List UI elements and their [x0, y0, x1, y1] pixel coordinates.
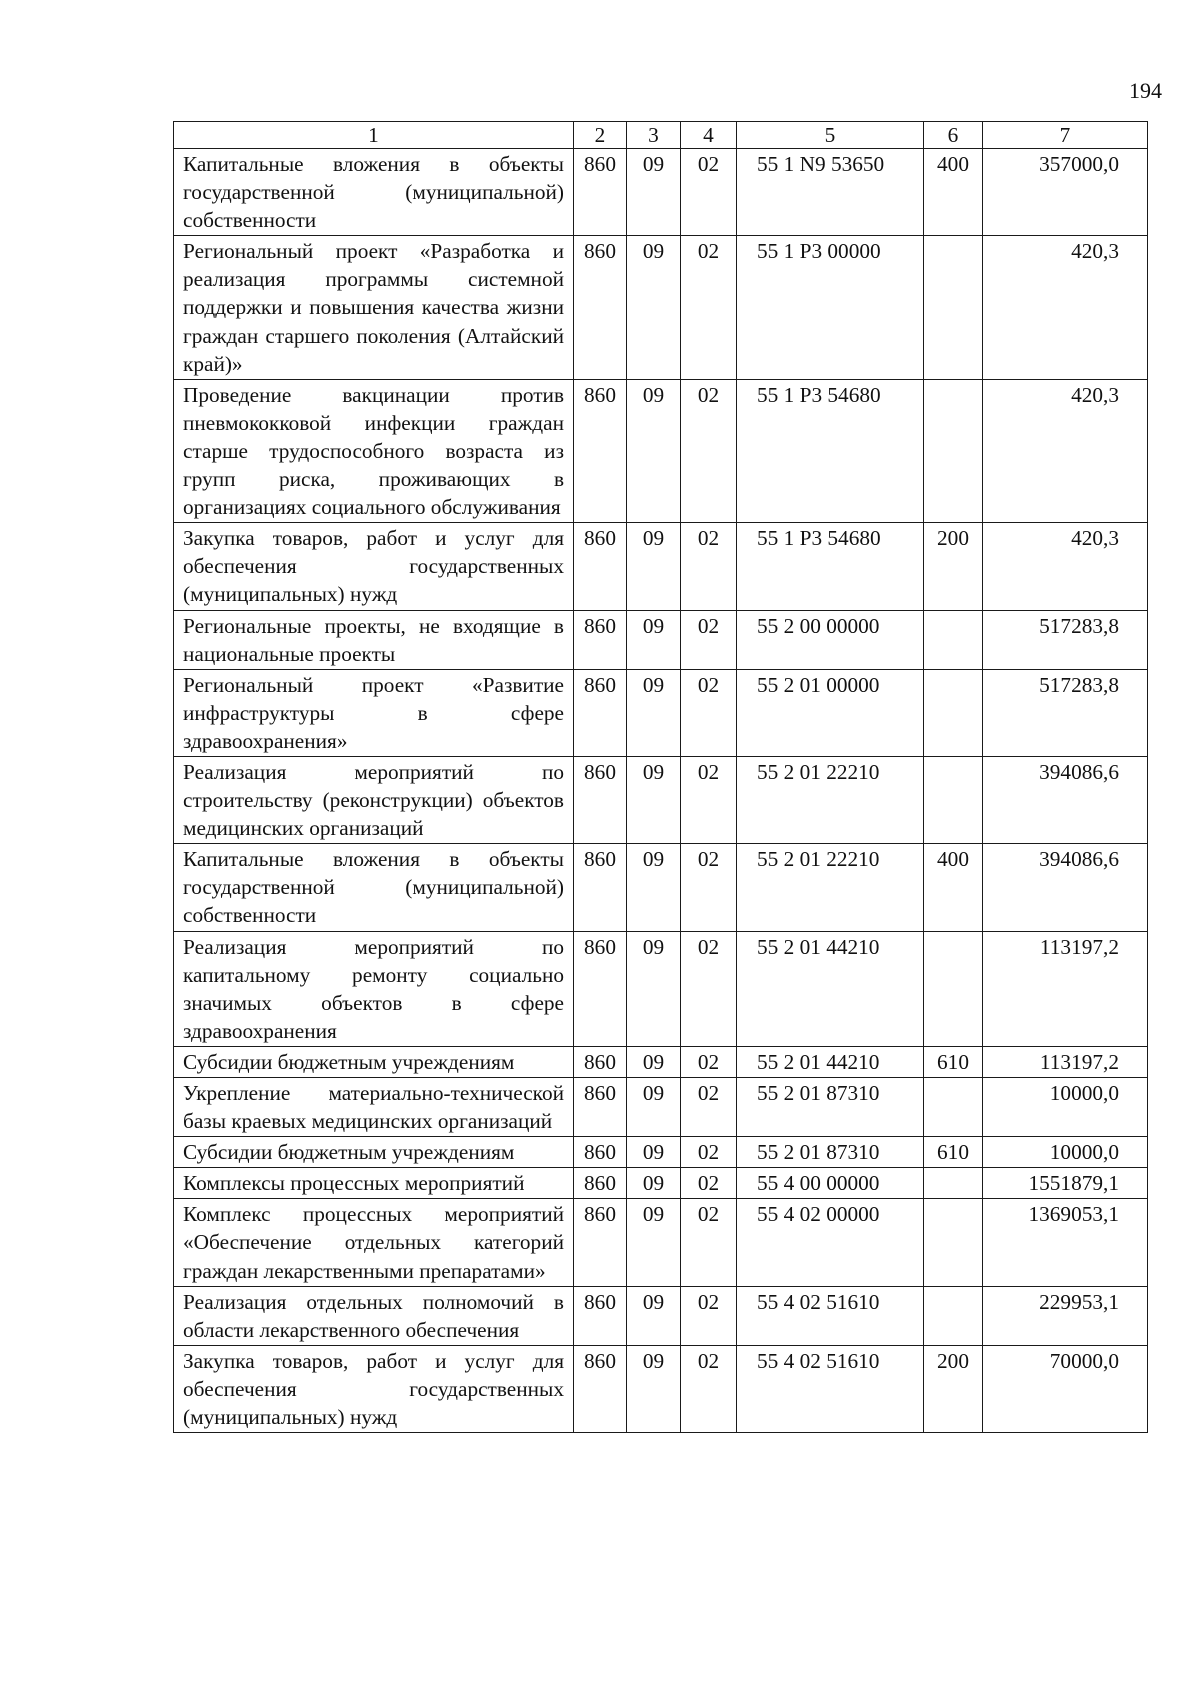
subsection-code-cell: 02: [681, 610, 737, 669]
expense-name-cell: Капитальные вложения в объекты государственной (муниципальной) собственности: [174, 149, 574, 236]
expense-type-cell: 610: [924, 1046, 983, 1077]
column-header-1: 1: [174, 122, 574, 149]
amount-cell: 420,3: [983, 379, 1148, 522]
expense-type-cell: 200: [924, 1345, 983, 1432]
column-header-6: 6: [924, 122, 983, 149]
section-code-cell: 09: [627, 1345, 681, 1432]
table-header-row: [174, 122, 1148, 149]
section-code-cell: 09: [627, 669, 681, 756]
subsection-code-cell: 02: [681, 1199, 737, 1286]
amount-cell: 70000,0: [983, 1345, 1148, 1432]
subsection-code-cell: 02: [681, 1168, 737, 1199]
table-row: [174, 1078, 1148, 1137]
table-row: [174, 931, 1148, 1046]
target-article-cell: 55 2 01 87310: [737, 1078, 924, 1137]
section-code-cell: 09: [627, 1286, 681, 1345]
amount-cell: 10000,0: [983, 1078, 1148, 1137]
section-code-cell: 09: [627, 1078, 681, 1137]
target-article-cell: 55 2 01 44210: [737, 931, 924, 1046]
target-article-cell: 55 4 02 51610: [737, 1286, 924, 1345]
target-article-cell: 55 1 P3 54680: [737, 523, 924, 610]
subsection-code-cell: 02: [681, 1286, 737, 1345]
table-row: [174, 669, 1148, 756]
subsection-code-cell: 02: [681, 1078, 737, 1137]
table-row: [174, 236, 1148, 379]
expense-name-cell: Укрепление материально-технической базы краевых медицинских организаций: [174, 1078, 574, 1137]
expense-type-cell: [924, 1168, 983, 1199]
expense-name-cell: Субсидии бюджетным учреждениям: [174, 1137, 574, 1168]
target-article-cell: 55 2 01 00000: [737, 669, 924, 756]
target-article-cell: 55 2 01 44210: [737, 1046, 924, 1077]
section-code-cell: 09: [627, 149, 681, 236]
department-code-cell: 860: [574, 1137, 627, 1168]
table-row: [174, 523, 1148, 610]
expense-name-cell: Региональный проект «Разработка и реализация программы системной поддержки и повышения качества жизни граждан старшего поколения (Алтайский край)»: [174, 236, 574, 379]
column-header-5: 5: [737, 122, 924, 149]
expense-type-cell: [924, 379, 983, 522]
amount-cell: 517283,8: [983, 669, 1148, 756]
expense-type-cell: [924, 1286, 983, 1345]
department-code-cell: 860: [574, 844, 627, 931]
section-code-cell: 09: [627, 1137, 681, 1168]
column-header-3: 3: [627, 122, 681, 149]
table-row: [174, 1046, 1148, 1077]
section-code-cell: 09: [627, 1168, 681, 1199]
table-row: [174, 1286, 1148, 1345]
section-code-cell: 09: [627, 236, 681, 379]
column-header-7: 7: [983, 122, 1148, 149]
subsection-code-cell: 02: [681, 379, 737, 522]
column-header-2: 2: [574, 122, 627, 149]
budget-table: [173, 121, 1148, 1433]
department-code-cell: 860: [574, 669, 627, 756]
target-article-cell: 55 1 P3 00000: [737, 236, 924, 379]
expense-type-cell: [924, 236, 983, 379]
department-code-cell: 860: [574, 1078, 627, 1137]
department-code-cell: 860: [574, 379, 627, 522]
expense-type-cell: 400: [924, 149, 983, 236]
amount-cell: 517283,8: [983, 610, 1148, 669]
expense-type-cell: [924, 610, 983, 669]
department-code-cell: 860: [574, 1199, 627, 1286]
expense-type-cell: 400: [924, 844, 983, 931]
expense-name-cell: Закупка товаров, работ и услуг для обеспечения государственных (муниципальных) нужд: [174, 1345, 574, 1432]
expense-name-cell: Комплекс процессных мероприятий «Обеспечение отдельных категорий граждан лекарственными препаратами»: [174, 1199, 574, 1286]
target-article-cell: 55 4 02 51610: [737, 1345, 924, 1432]
section-code-cell: 09: [627, 931, 681, 1046]
department-code-cell: 860: [574, 236, 627, 379]
subsection-code-cell: 02: [681, 523, 737, 610]
expense-type-cell: 610: [924, 1137, 983, 1168]
subsection-code-cell: 02: [681, 756, 737, 843]
expense-name-cell: Реализация мероприятий по строительству (реконструкции) объектов медицинских организаций: [174, 756, 574, 843]
table-row: [174, 149, 1148, 236]
table-row: [174, 756, 1148, 843]
department-code-cell: 860: [574, 149, 627, 236]
amount-cell: 229953,1: [983, 1286, 1148, 1345]
target-article-cell: 55 2 01 22210: [737, 844, 924, 931]
department-code-cell: 860: [574, 610, 627, 669]
expense-type-cell: [924, 669, 983, 756]
amount-cell: 420,3: [983, 523, 1148, 610]
amount-cell: 394086,6: [983, 844, 1148, 931]
subsection-code-cell: 02: [681, 1046, 737, 1077]
expense-type-cell: [924, 1199, 983, 1286]
section-code-cell: 09: [627, 1046, 681, 1077]
column-header-4: 4: [681, 122, 737, 149]
expense-name-cell: Проведение вакцинации против пневмококковой инфекции граждан старше трудоспособного возраста из групп риска, проживающих в организациях социального обслуживания: [174, 379, 574, 522]
subsection-code-cell: 02: [681, 931, 737, 1046]
expense-type-cell: [924, 1078, 983, 1137]
target-article-cell: 55 2 01 22210: [737, 756, 924, 843]
expense-name-cell: Капитальные вложения в объекты государственной (муниципальной) собственности: [174, 844, 574, 931]
department-code-cell: 860: [574, 756, 627, 843]
department-code-cell: 860: [574, 1286, 627, 1345]
subsection-code-cell: 02: [681, 669, 737, 756]
subsection-code-cell: 02: [681, 236, 737, 379]
table-row: [174, 610, 1148, 669]
expense-type-cell: [924, 756, 983, 843]
subsection-code-cell: 02: [681, 149, 737, 236]
section-code-cell: 09: [627, 756, 681, 843]
target-article-cell: 55 2 01 87310: [737, 1137, 924, 1168]
section-code-cell: 09: [627, 844, 681, 931]
table-row: [174, 1137, 1148, 1168]
section-code-cell: 09: [627, 379, 681, 522]
expense-type-cell: [924, 931, 983, 1046]
amount-cell: 113197,2: [983, 1046, 1148, 1077]
target-article-cell: 55 2 00 00000: [737, 610, 924, 669]
target-article-cell: 55 1 N9 53650: [737, 149, 924, 236]
expense-name-cell: Закупка товаров, работ и услуг для обеспечения государственных (муниципальных) нужд: [174, 523, 574, 610]
department-code-cell: 860: [574, 523, 627, 610]
department-code-cell: 860: [574, 931, 627, 1046]
amount-cell: 10000,0: [983, 1137, 1148, 1168]
target-article-cell: 55 4 02 00000: [737, 1199, 924, 1286]
amount-cell: 1369053,1: [983, 1199, 1148, 1286]
amount-cell: 420,3: [983, 236, 1148, 379]
table-row: [174, 1168, 1148, 1199]
table-body: [174, 149, 1148, 1433]
department-code-cell: 860: [574, 1345, 627, 1432]
amount-cell: 1551879,1: [983, 1168, 1148, 1199]
expense-name-cell: Региональный проект «Развитие инфраструктуры в сфере здравоохранения»: [174, 669, 574, 756]
page-number: 194: [1129, 78, 1162, 103]
expense-type-cell: 200: [924, 523, 983, 610]
target-article-cell: 55 4 00 00000: [737, 1168, 924, 1199]
expense-name-cell: Субсидии бюджетным учреждениям: [174, 1046, 574, 1077]
section-code-cell: 09: [627, 610, 681, 669]
subsection-code-cell: 02: [681, 1137, 737, 1168]
table-row: [174, 844, 1148, 931]
amount-cell: 113197,2: [983, 931, 1148, 1046]
department-code-cell: 860: [574, 1046, 627, 1077]
expense-name-cell: Реализация мероприятий по капитальному ремонту социально значимых объектов в сфере здравоохранения: [174, 931, 574, 1046]
table-row: [174, 1199, 1148, 1286]
expense-name-cell: Реализация отдельных полномочий в области лекарственного обеспечения: [174, 1286, 574, 1345]
section-code-cell: 09: [627, 1199, 681, 1286]
table-row: [174, 1345, 1148, 1432]
subsection-code-cell: 02: [681, 844, 737, 931]
table-row: [174, 379, 1148, 522]
target-article-cell: 55 1 P3 54680: [737, 379, 924, 522]
expense-name-cell: Региональные проекты, не входящие в национальные проекты: [174, 610, 574, 669]
amount-cell: 357000,0: [983, 149, 1148, 236]
department-code-cell: 860: [574, 1168, 627, 1199]
amount-cell: 394086,6: [983, 756, 1148, 843]
subsection-code-cell: 02: [681, 1345, 737, 1432]
expense-name-cell: Комплексы процессных мероприятий: [174, 1168, 574, 1199]
section-code-cell: 09: [627, 523, 681, 610]
